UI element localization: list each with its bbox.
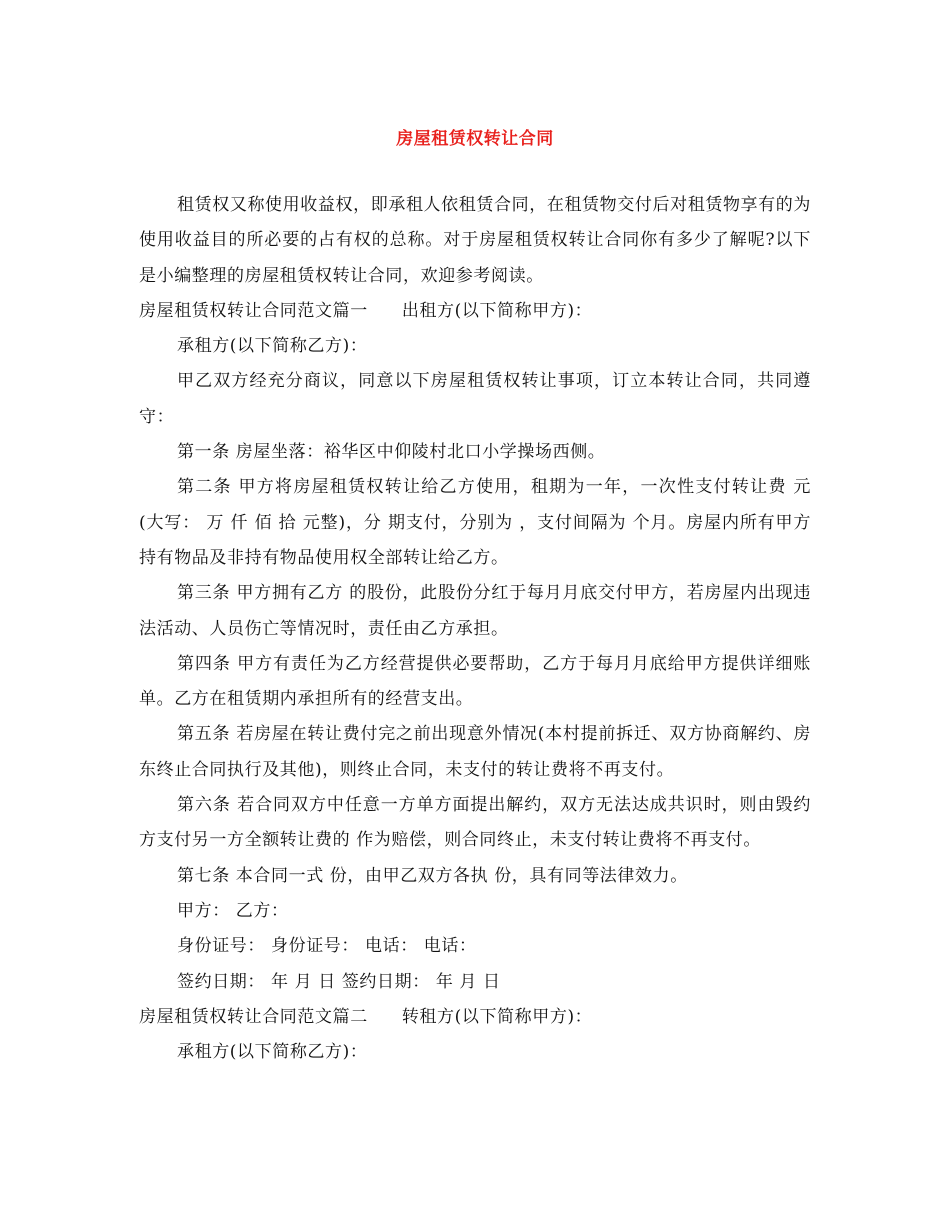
lessor-label: 出租方(以下简称甲方)：	[401, 300, 593, 321]
section-heading-2-label: 房屋租赁权转让合同范文篇二	[139, 1006, 368, 1027]
signing-date-line: 签约日期： 年 月 日 签约日期： 年 月 日	[177, 971, 501, 992]
article-1: 第一条 房屋坐落：裕华区中仰陵村北口小学操场西侧。	[177, 442, 606, 463]
section-heading-2	[139, 1000, 811, 1035]
article-4: 第四条 甲方有责任为乙方经营提供必要帮助，乙方于每月月底给甲方提供详细账单。乙方在租赁期内承担所有的经营支出。	[139, 653, 811, 710]
lessee-label: 承租方(以下简称乙方)：	[177, 336, 368, 357]
id-phone-line: 身份证号： 身份证号： 电话： 电话：	[177, 936, 477, 957]
sublessor-label: 转租方(以下简称甲方)：	[401, 1006, 593, 1027]
lessee-label-2: 承租方(以下简称乙方)：	[177, 1042, 368, 1063]
section-heading-1	[139, 294, 811, 329]
article-6: 第六条 若合同双方中任意一方单方面提出解约，双方无法达成共识时，则由毁约方支付另一方全额转让费的 作为赔偿，则合同终止，未支付转让费将不再支付。	[139, 795, 811, 851]
article-5: 第五条 若房屋在转让费付完之前出现意外情况(本村提前拆迁、双方协商解约、房东终止合同执行及其他)，则终止合同，未支付的转让费将不再支付。	[139, 724, 811, 780]
article-2: 第二条 甲方将房屋租赁权转让给乙方使用，租期为一年，一次性支付转让费 元(大写： 万 仟 佰 拾 元整)，分 期支付，分别为 ，支付间隔为 个月。房屋内所有甲方持有物品及非持有物品使用权全部转让给乙方。	[139, 477, 811, 568]
document-body	[139, 188, 811, 1070]
section-heading-1-label: 房屋租赁权转让合同范文篇一	[139, 300, 368, 321]
party-signature-line: 甲方： 乙方：	[177, 900, 289, 921]
agreement-preamble: 甲乙双方经充分商议，同意以下房屋租赁权转让事项，订立本转让合同，共同遵守：	[139, 371, 811, 427]
document-title: 房屋租赁权转让合同	[396, 129, 554, 149]
intro-paragraph: 租赁权又称使用收益权，即承租人依租赁合同，在租赁物交付后对租赁物享有的为使用收益目的所必要的占有权的总称。对于房屋租赁权转让合同你有多少了解呢?以下是小编整理的房屋租赁权转让合同，欢迎参考阅读。	[139, 195, 811, 286]
article-3: 第三条 甲方拥有乙方 的股份，此股份分红于每月月底交付甲方，若房屋内出现违法活动、人员伤亡等情况时，责任由乙方承担。	[139, 583, 811, 639]
article-7: 第七条 本合同一式 份，由甲乙双方各执 份，具有同等法律效力。	[177, 865, 688, 886]
